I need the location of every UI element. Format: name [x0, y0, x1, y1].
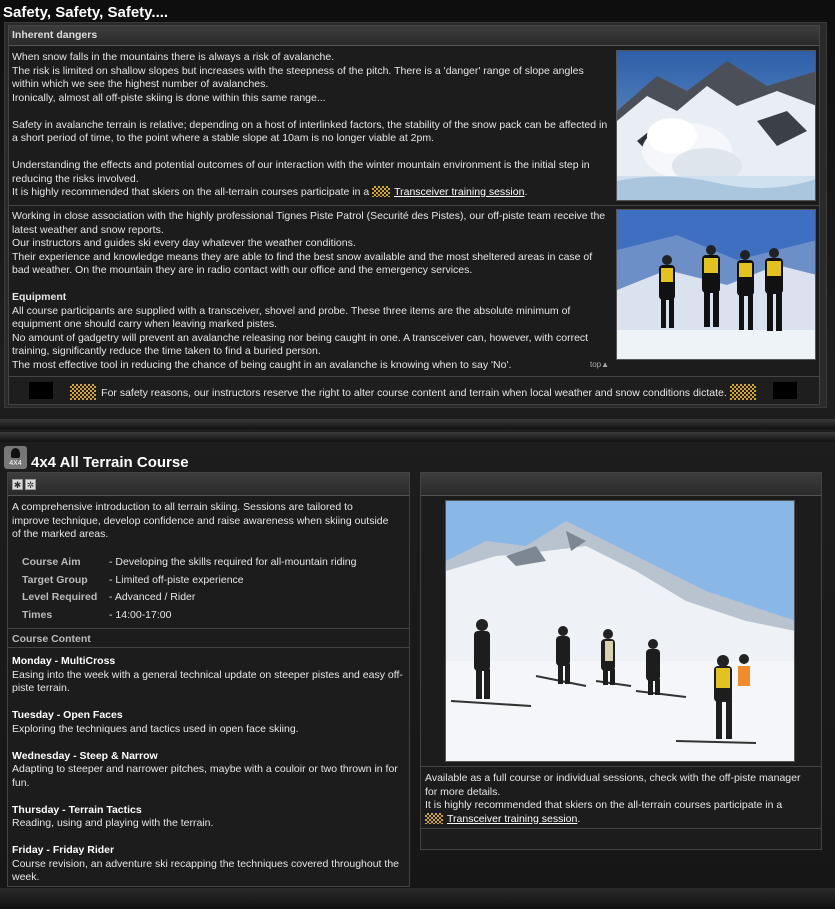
meta-key: Times: [22, 608, 53, 621]
paragraph: [12, 186, 612, 200]
divider: [420, 828, 822, 829]
meta-value: - Developing the skills required for all-mountain riding: [109, 556, 357, 568]
period: .: [577, 812, 581, 825]
meta-key: Course Aim: [22, 556, 81, 568]
recommend-text: It is highly recommended that skiers on the all-terrain courses participate in a: [425, 799, 783, 811]
day-title: Thursday - Terrain Tactics: [12, 803, 142, 816]
paragraph: Working in close association with the highly professional Tignes Piste Patrol (Securité des Pistes), our off-piste team receive the latest weather and snow reports.: [12, 210, 606, 236]
avalanche-risk-text: [12, 51, 612, 200]
period: .: [524, 186, 528, 198]
checkered-flag-icon: [70, 384, 96, 400]
day-text: Exploring the techniques and tactics used in open face skiing.: [12, 722, 299, 735]
badge-label: 4X4: [9, 460, 22, 467]
avalanche-photo: [616, 50, 816, 201]
day-title: Wednesday - Steep & Narrow: [12, 749, 158, 762]
paragraph: Safety in avalanche terrain is relative; depending on a host of interlinked factors, the stability of the snow pack can be affected in a short period of time, to the point where a stable slope at 10am is no longer viable at 2pm.: [12, 118, 608, 144]
paragraph: The risk is limited on shallow slopes but increases with the steepness of the pitch. There is a 'danger' range of slope angles within which we see the highest number of avalanches.: [12, 64, 584, 90]
paragraph: All course participants are supplied with a transceiver, shovel and probe. These three items are the absolute minimum of equipment one should carry when leaving marked pistes.: [12, 304, 571, 330]
day-text: Adapting to steeper and narrower pitches, maybe with a couloir or two thrown in for fun.: [12, 763, 398, 789]
decorative-block: [29, 382, 53, 399]
section-separator: [0, 432, 835, 442]
paragraph: No amount of gadgetry will prevent an avalanche releasing nor being caught in one. A transceiver can, however, with correct training, significantly reduce the time taken to find a buried person.: [12, 331, 589, 357]
meta-value: - Limited off-piste experience: [109, 573, 244, 586]
course-meta-table: [11, 554, 406, 624]
transceiver-training-link[interactable]: Transceiver training session: [394, 186, 525, 198]
panel-header: [421, 473, 821, 496]
safety-disclaimer-text: For safety reasons, our instructors reserve the right to alter course content and terrain when local weather and snow conditions dictate.: [101, 387, 727, 399]
day-text: Course revision, an adventure ski recapping the techniques covered throughout the week.: [12, 857, 399, 883]
safety-title: Safety, Safety, Safety....: [3, 4, 169, 21]
list-item: [12, 655, 407, 696]
meta-row: [11, 554, 356, 572]
day-title: Tuesday - Open Faces: [12, 709, 123, 721]
paragraph: When snow falls in the mountains there is always a risk of avalanche.: [12, 51, 335, 63]
day-title: Friday - Friday Rider: [12, 844, 115, 856]
list-item: [12, 804, 407, 831]
day-title: Monday - MultiCross: [12, 655, 116, 667]
transceiver-training-link[interactable]: Transceiver training session: [447, 812, 578, 825]
list-item: [12, 709, 407, 736]
divider: [420, 766, 822, 767]
expand-icon[interactable]: ✱: [13, 480, 22, 490]
paragraph: Ironically, almost all off-piste skiing is done within this same range...: [12, 91, 326, 104]
course-days-list: [12, 655, 407, 898]
meta-row: [11, 607, 356, 625]
paragraph: Understanding the effects and potential outcomes of our interaction with the winter mountain environment is the initial step in reducing the risks involved.: [12, 159, 590, 185]
divider: [9, 205, 819, 206]
availability-text: [425, 772, 815, 826]
list-item: [12, 750, 407, 791]
meta-row: [11, 589, 356, 607]
checkered-flag-icon: [425, 813, 443, 824]
paragraph: Our instructors and guides ski every day whatever the weather conditions.: [12, 237, 356, 249]
safety-disclaimer-bar: [9, 376, 819, 403]
recommend-text: It is highly recommended that skiers on the all-terrain courses participate in a: [12, 186, 370, 198]
meta-key: Target Group: [22, 573, 88, 586]
list-item: [12, 844, 407, 885]
meta-value: - 14:00-17:00: [109, 608, 172, 621]
course-intro: A comprehensive introduction to all terrain skiing. Sessions are tailored to improve technique, develop confidence and raise awareness when skiing outside of the marked areas.: [12, 501, 389, 540]
availability-note: Available as a full course or individual sessions, check with the off-piste manager for more details.: [425, 772, 801, 798]
course-title: 4x4 All Terrain Course: [31, 454, 189, 471]
skiers-group-photo: [445, 500, 795, 762]
decorative-block: [773, 382, 797, 399]
section-separator: [0, 419, 835, 429]
training-link-row: [425, 813, 815, 827]
meta-value: - Advanced / Rider: [109, 591, 196, 603]
paragraph: Their experience and knowledge means they are able to find the best snow available and the most sheltered areas in case of bad weather. On the mountain they are in radio contact with our office and the emergency services.: [12, 250, 593, 276]
checkered-flag-icon: [730, 384, 756, 400]
day-text: Reading, using and playing with the terrain.: [12, 817, 214, 829]
bottom-separator: [0, 888, 835, 909]
meta-row: [11, 572, 356, 590]
settings-icon[interactable]: ✲: [26, 480, 35, 490]
back-to-top-link[interactable]: top▲: [590, 360, 610, 369]
ski-patrol-photo: [616, 209, 816, 360]
checkered-flag-icon: [372, 186, 390, 197]
course-badge-icon: [4, 446, 27, 469]
course-content-heading: Course Content: [8, 628, 409, 648]
meta-key: Level Required: [22, 591, 98, 603]
paragraph: The most effective tool in reducing the chance of being caught in an avalanche is knowing when to say 'No'.: [12, 358, 512, 371]
day-text: Easing into the week with a general technical update on steeper pistes and easy off-piste terrain.: [12, 668, 403, 694]
panel-header: [8, 473, 409, 496]
inherent-dangers-header: Inherent dangers: [9, 26, 819, 46]
patrol-info-text: [12, 210, 612, 372]
equipment-heading: Equipment: [12, 291, 67, 303]
